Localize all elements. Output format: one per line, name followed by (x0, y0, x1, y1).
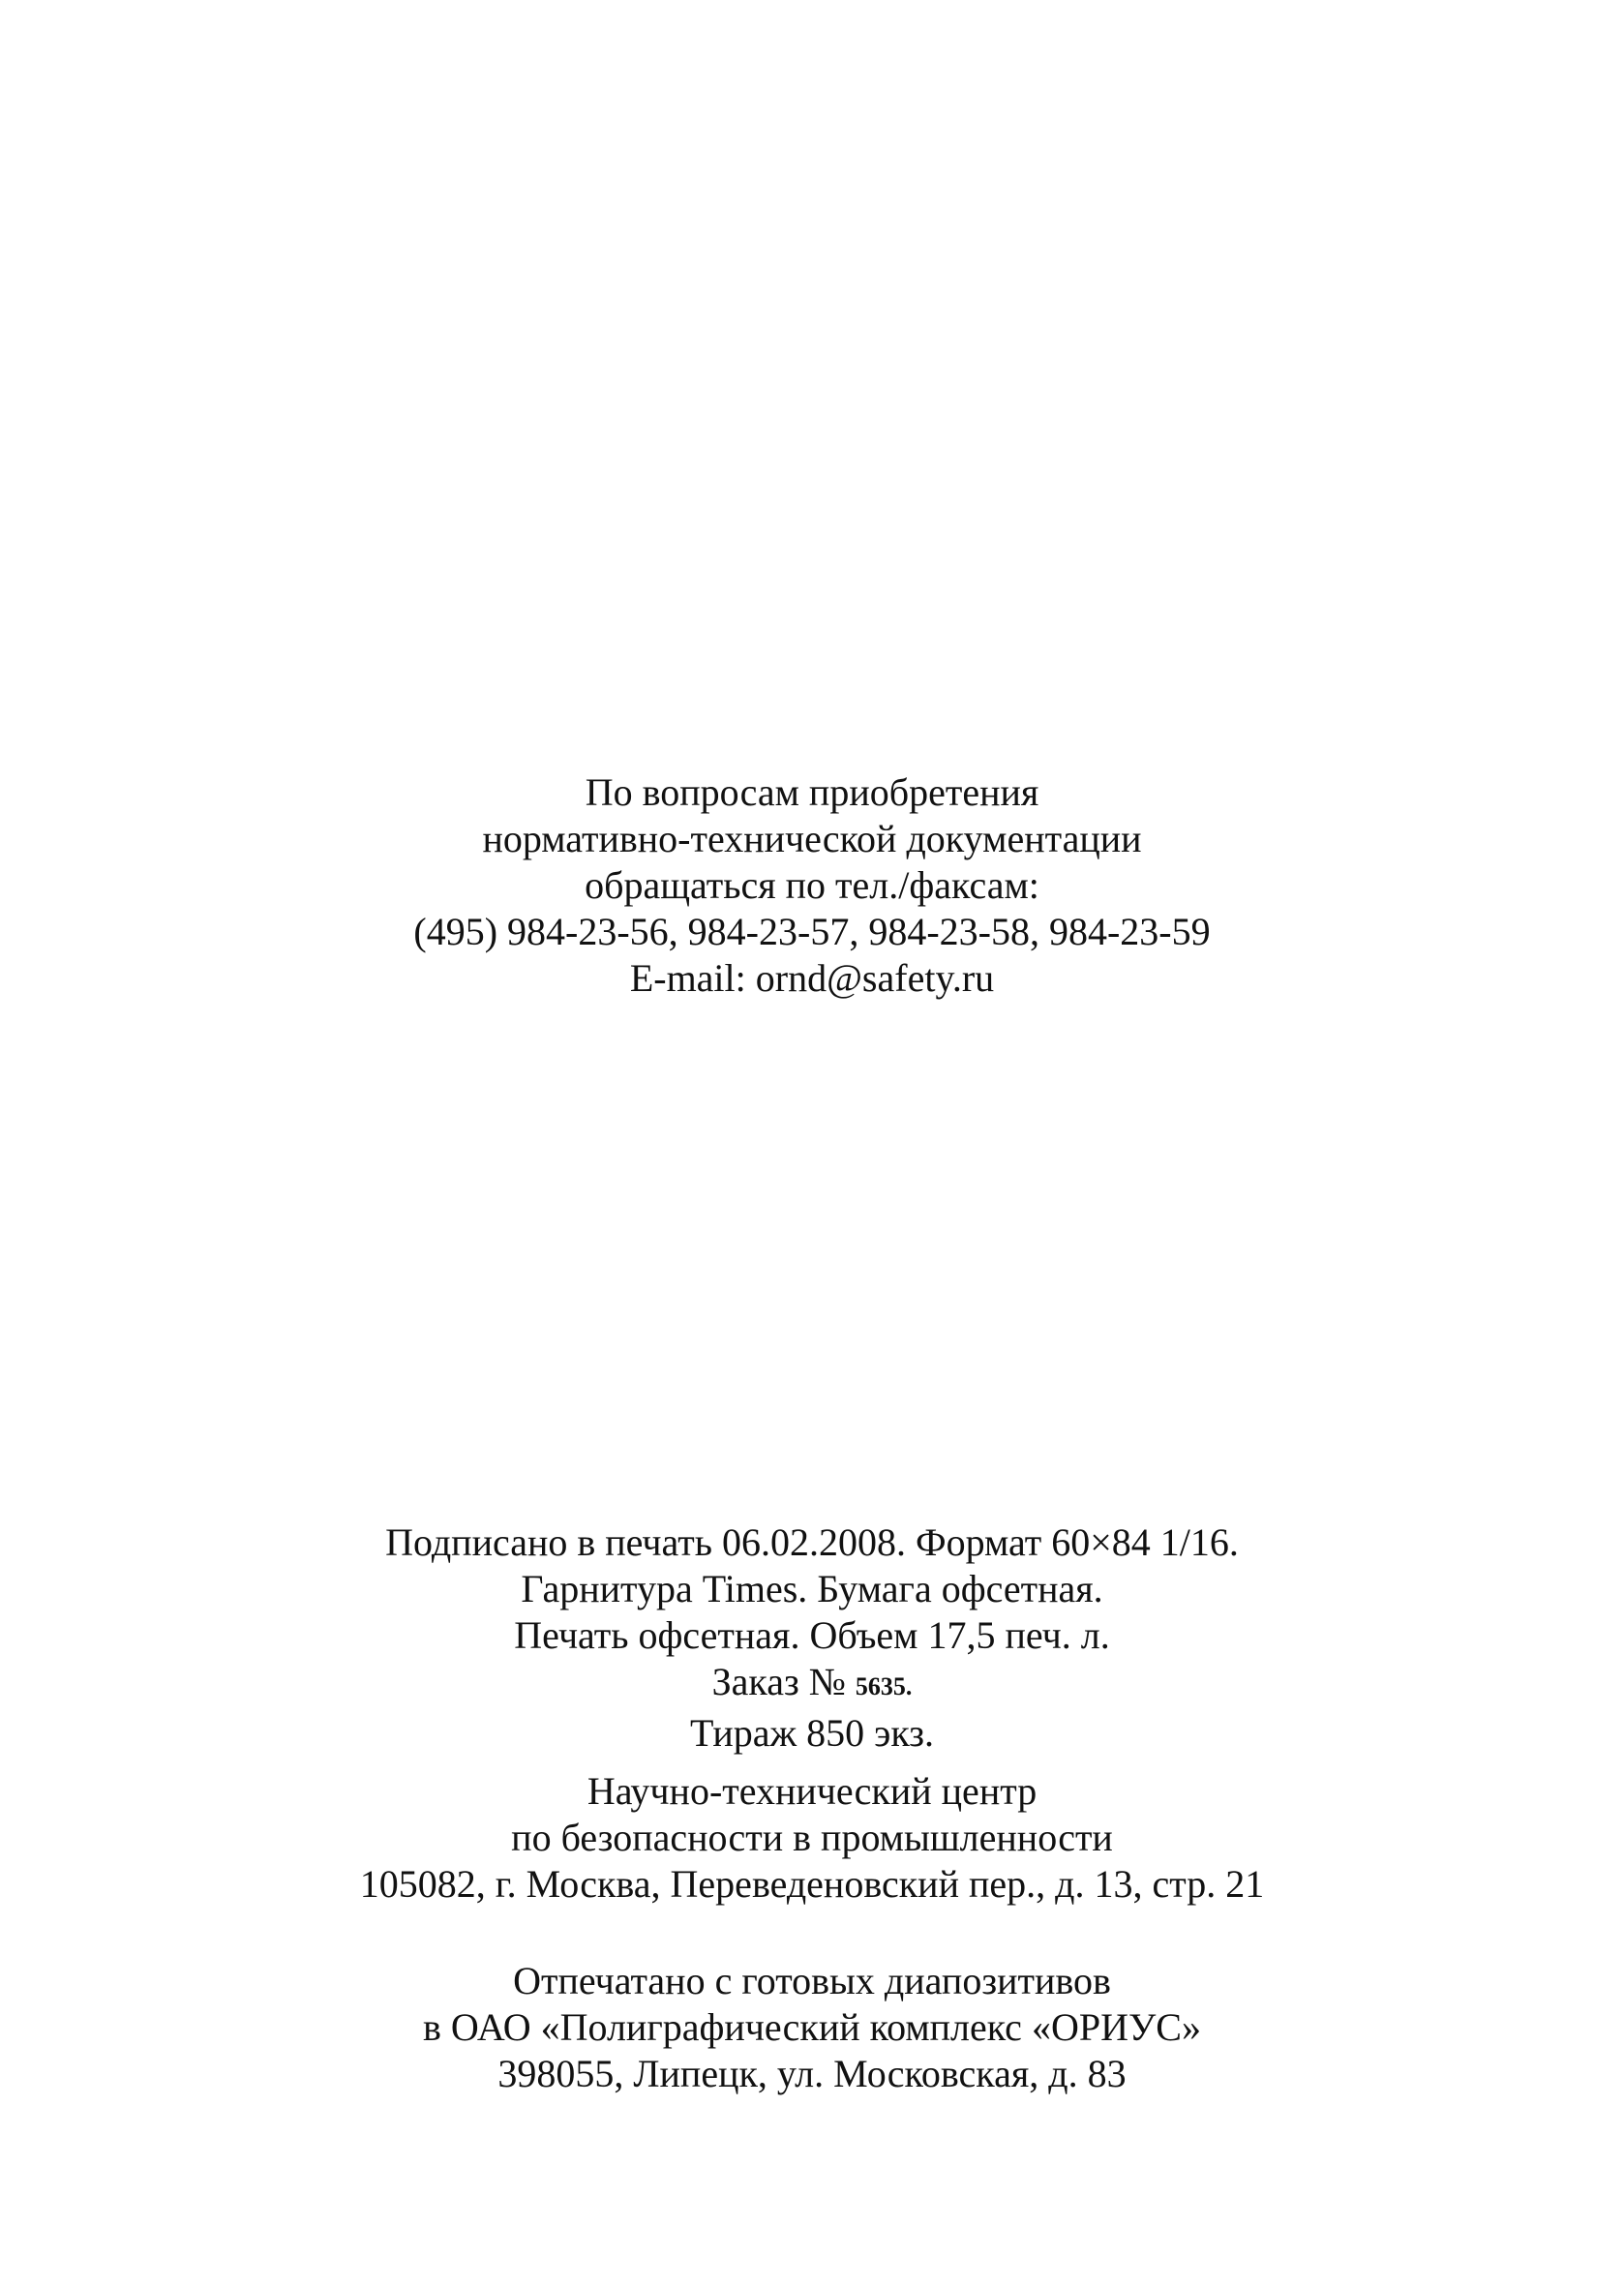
printer-block (0, 1958, 1624, 2097)
printer-line-diapositives: Отпечатано с готовых диапозитивов (513, 1959, 1111, 2002)
imprint-block (0, 1519, 1624, 1757)
publisher-name-line-1: Научно-технический центр (586, 1769, 1038, 1813)
contact-line-phone-label: обращаться по тел./факсам: (585, 863, 1039, 907)
publisher-address: 105082, г. Москва, Переведеновский пер., д. 13, стр. 21 (359, 1862, 1265, 1906)
imprint-order-line (0, 1659, 1624, 1710)
imprint-signed-line: Подписано в печать 06.02.2008. Формат 60×84 1/16. (385, 1520, 1239, 1564)
contact-line-email: E-mail: ornd@safety.ru (629, 956, 995, 1000)
printer-line-company: в ОАО «Полиграфический комплекс «ОРИУС» (423, 2005, 1201, 2049)
imprint-print-line: Печать офсетная. Объем 17,5 печ. л. (514, 1613, 1110, 1657)
printer-line-address: 398055, Липецк, ул. Московская, д. 83 (497, 2052, 1127, 2095)
contact-line-documentation: нормативно-технической документации (482, 817, 1142, 860)
contact-line-phone-numbers: (495) 984-23-56, 984-23-57, 984-23-58, 984-23-59 (413, 910, 1211, 953)
publisher-name-line-2: по безопасности в промышленности (511, 1816, 1113, 1859)
order-number: 5635. (855, 1672, 913, 1700)
imprint-circulation-line: Тираж 850 экз. (689, 1711, 935, 1755)
contact-line-purchase: По вопросам приобретения (585, 770, 1039, 814)
contact-info-block (0, 769, 1624, 1002)
imprint-typeface-line: Гарнитура Times. Бумага офсетная. (521, 1567, 1103, 1610)
order-label: Заказ № (711, 1660, 846, 1703)
publisher-block (0, 1768, 1624, 1908)
